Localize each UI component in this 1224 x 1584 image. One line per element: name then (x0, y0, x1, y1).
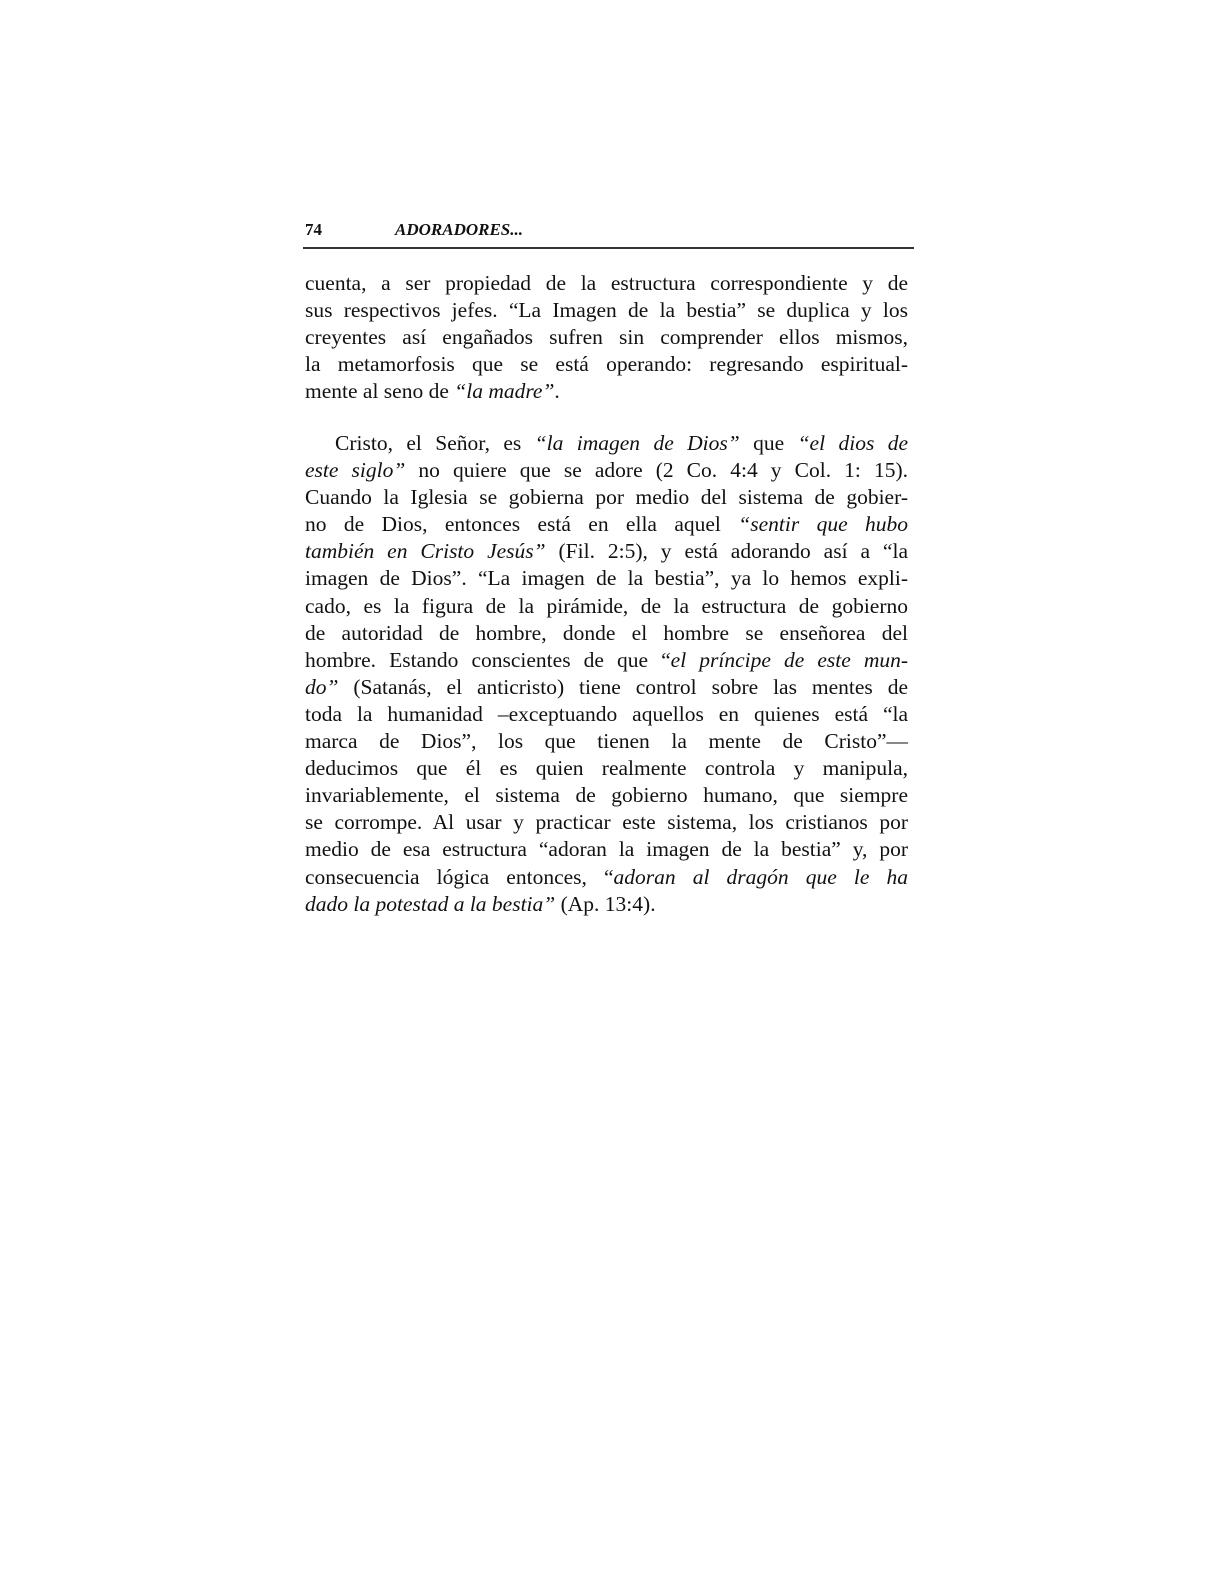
text-line (305, 484, 908, 511)
text-line (305, 728, 908, 755)
italic-quote: “el dios de (797, 431, 909, 455)
italic-quote: adoran al dragón que le ha (613, 864, 908, 889)
text-line (305, 351, 908, 378)
text-line (305, 457, 908, 484)
text-line (305, 593, 908, 620)
text-line (305, 755, 908, 782)
text-line (305, 297, 908, 324)
text-line (305, 270, 908, 297)
text-run: sus respectivos jefes. “La Imagen de la bestia” se duplica y los (305, 298, 908, 323)
text-run: invariablemente, el sistema de gobierno humano, que siempre (305, 783, 908, 808)
text-run: no quiere que se adore (2 Co. 4:4 y Col. 1: 15). (405, 458, 908, 483)
text-line (305, 538, 908, 565)
text-line (305, 565, 908, 592)
italic-quote: dado la potestad a la bestia” (305, 891, 556, 916)
text-run: cuenta, a ser propiedad de la estructura correspondiente y de (305, 271, 908, 295)
text-run: imagen de Dios”. “La imagen de la bestia”, ya lo hemos expli- (305, 566, 908, 591)
text-line (305, 891, 908, 918)
page-number: 74 (305, 220, 322, 239)
text-line (305, 864, 908, 891)
text-line (305, 701, 908, 728)
text-run: marca de Dios”, los que tienen la mente de Cristo”— (305, 729, 908, 754)
text-run: se corrompe. Al usar y practicar este sistema, los cristianos por (305, 810, 908, 835)
text-run: cado, es la figura de la pirámide, de la estructura de gobierno (305, 593, 908, 618)
text-run: Cristo, el Señor, es (335, 431, 535, 455)
text-line (305, 324, 908, 351)
italic-quote: “la imagen de Dios” (534, 431, 740, 455)
text-run: consecuencia lógica entonces, “ (305, 864, 614, 889)
italic-quote: “sentir que hubo (738, 512, 908, 537)
running-head (305, 220, 913, 242)
text-run: deducimos que él es quien realmente controla y manipula, (305, 756, 908, 781)
text-run: (Fil. 2:5), y está adorando así a “la (545, 539, 908, 564)
text-line (305, 782, 908, 809)
italic-quote: también en Cristo Jesús” (305, 539, 546, 564)
text-line (305, 647, 908, 674)
text-line (305, 430, 908, 457)
text-run: de autoridad de hombre, donde el hombre se enseñorea del (305, 620, 908, 645)
text-run: Cuando la Iglesia se gobierna por medio del sistema de gobier- (305, 485, 908, 510)
text-run: toda la humanidad –exceptuando aquellos en quienes está “la (305, 701, 908, 726)
italic-quote: el príncipe de este mun- (670, 647, 909, 672)
paragraph (305, 270, 908, 405)
text-run: mente al seno de (305, 379, 455, 404)
italic-quote: do” (305, 674, 339, 699)
header-rule (303, 247, 914, 249)
paragraph (305, 430, 908, 918)
text-run: . (554, 379, 560, 404)
text-run: (Ap. 13:4). (555, 891, 656, 916)
text-run: hombre. Estando conscientes de que “ (305, 647, 671, 672)
italic-quote: este siglo” (305, 458, 406, 483)
text-run: no de Dios, entonces está en ella aquel (305, 512, 739, 537)
text-run: la metamorfosis que se está operando: regresando espiritual- (305, 352, 908, 377)
text-run: medio de esa estructura “adoran la imagen de la bestia” y, por (305, 837, 908, 862)
text-line (305, 836, 908, 863)
italic-quote: “la madre” (454, 379, 555, 404)
text-run: que (739, 431, 798, 455)
text-run: (Satanás, el anticristo) tiene control sobre las mentes de (338, 674, 908, 699)
text-run: creyentes así engañados sufren sin comprender ellos mismos, (305, 325, 908, 350)
text-line (305, 378, 908, 405)
text-line (305, 620, 908, 647)
running-title: ADORADORES... (395, 220, 524, 239)
text-line (305, 674, 908, 701)
text-line (305, 809, 908, 836)
text-line (305, 511, 908, 538)
